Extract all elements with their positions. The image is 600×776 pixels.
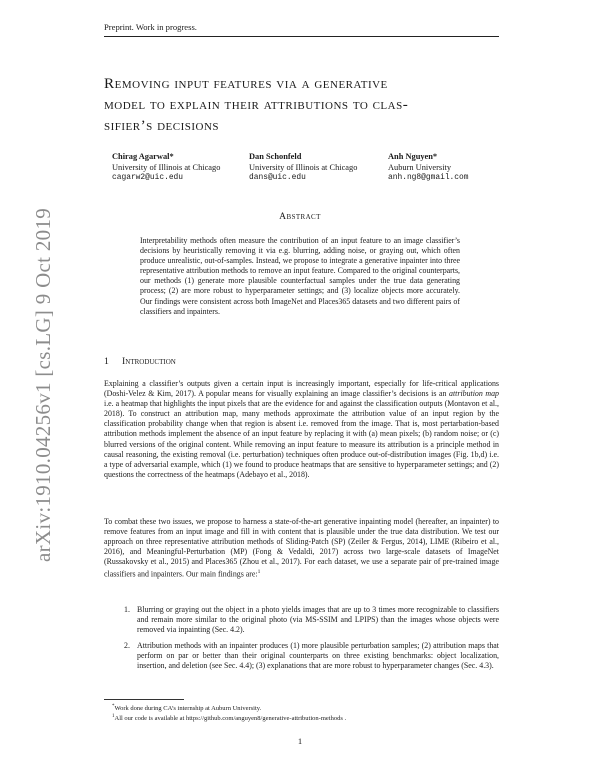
footnote-mark: * [112,704,115,709]
intro-emphasis: attribution map [449,389,499,399]
author-name: Chirag Agarwal* [112,152,174,161]
author-affiliation: Auburn University [388,162,452,172]
intro-paragraph-1 [104,379,499,480]
abstract-text: Interpretability methods often measure the contribution of an input feature to an image classifier’s decisions by heuristically removing it via e.g. blurring, adding noise, or graying out, which often produce unrealistic, out-of-samples. Instead, we propose to integrate a generative inpainter into three representative attribution methods to remove an input feature. Compared to the original counterparts, our methods (1) generate more plausible counterfactual samples under the true data generating process; (2) are more robust to hyperparameter settings; and (3) localize objects more accurately. Our findings were consistent across both ImageNet and Places365 datasets and two different pairs of classifiers and inpainters. [140,236,460,316]
list-marker: 2. [124,641,130,651]
page-number: 1 [297,736,303,746]
intro-text: Explaining a classifier’s outputs given a certain input is increasingly important, especially for life-critical applications (Doshi-Velez & Kim, 2017). A popular means for visually explaining an image classifier’s decisions is an [104,379,499,399]
title-line: Removing input features via a generative [104,75,388,92]
footnote-text: Work done during CA’s internship at Auburn University. [114,705,262,713]
section-heading [104,356,176,367]
list-item-text: Blurring or graying out the object in a photo yields images that are up to 3 times more recognizable to classifiers and remain more similar to the original photo (via MS-SSIM and LPIPS) than the images whose objects were removed via inpainting (Sec. 4.2). [137,605,499,635]
footnote-mark: 1 [257,569,261,576]
footnote-mark: 1 [112,714,115,719]
intro-text: i.e. a heatmap that highlights the input pixels that are the evidence for and against the classification outputs (Montavon et al., 2018). To construct an attribution map, many methods approximate the attribution value of an input region by the classification probability change when that region is absent i.e. removed from the image. That is, most pertarbation-based attribution methods implement the absence of an input feature by replacing it with (a) mean pixels; (b) random noise; or (c) blurred versions of the original content. While removing an input feature to measure its attribution is a principle method in causal reasoning, the existing removal (i.e. perturbation) techniques often produce out-of-distribution images (Fig. 1b,d) i.e. a type of adversarial example, which (1) we found to produce heatmaps that are sensitive to hyperparameter settings; and (2) questions the correctness of the heatmaps (Adebayo et al., 2018). [104,399,499,479]
footnote [112,713,346,723]
abstract-heading: Abstract [279,211,321,222]
author-block [388,152,469,184]
footnote [112,703,261,713]
footnote-text[interactable]: All our code is available at https://github.com/anguyen8/generative-attribution-methods . [114,715,347,723]
title-line: model to explain their attributions to clas- [104,96,409,113]
list-item [104,605,499,635]
list-marker: 1. [124,605,130,614]
author-email[interactable]: anh.ng8@gmail.com [388,173,469,183]
paper-title [104,73,504,136]
header-rule [104,36,499,37]
author-block [249,152,357,184]
author-affiliation: University of Illinois at Chicago [112,162,221,172]
author-name: Dan Schonfeld [249,152,302,161]
title-line: sifier’s decisions [104,117,220,134]
running-header: Preprint. Work in progress. [104,22,197,32]
list-item-text: Attribution methods with an inpainter produces (1) more plausible perturbation samples; (2) attribution maps that perform on par or better than their original counterparts on three existing benchmarks: object localization, insertion, and deletion (see Sec. 4.4); (3) explanations that are more robust to hyperparameter changes (Sec. 4.3). [137,641,499,671]
arxiv-stamp: arXiv:1910.04256v1 [cs.LG] 9 Oct 2019 [31,207,55,562]
footnote-rule [104,699,184,700]
findings-list [104,605,499,678]
author-block [112,152,220,184]
author-email[interactable]: cagarw2@uic.edu [112,173,184,183]
section-number: 1 [104,356,109,367]
intro-text: To combat these two issues, we propose to harness a state-of-the-art generative inpainting model (hereafter, an inpainter) to remove features from an input image and fill in with content that is plausible under the true data distribution. We test our approach on three representative attribution methods of Sliding-Patch (SP) (Zeiler & Fergus, 2014), LIME (Ribeiro et al., 2016), and Meaningful-Perturbation (MP) (Fong & Vedaldi, 2017) across two large-scale datasets of ImageNet (Russakovsky et al., 2015) and Places365 (Zhou et al., 2017). For each dataset, we use a separate pair of pre-trained image classifiers and inpainters. Our main findings are: [104,517,499,580]
author-affiliation: University of Illinois at Chicago [249,162,358,172]
section-title: Introduction [122,356,176,367]
list-item [104,641,499,671]
author-name: Anh Nguyen* [388,152,438,161]
author-email[interactable]: dans@uic.edu [249,173,306,183]
intro-paragraph-2 [104,517,499,580]
